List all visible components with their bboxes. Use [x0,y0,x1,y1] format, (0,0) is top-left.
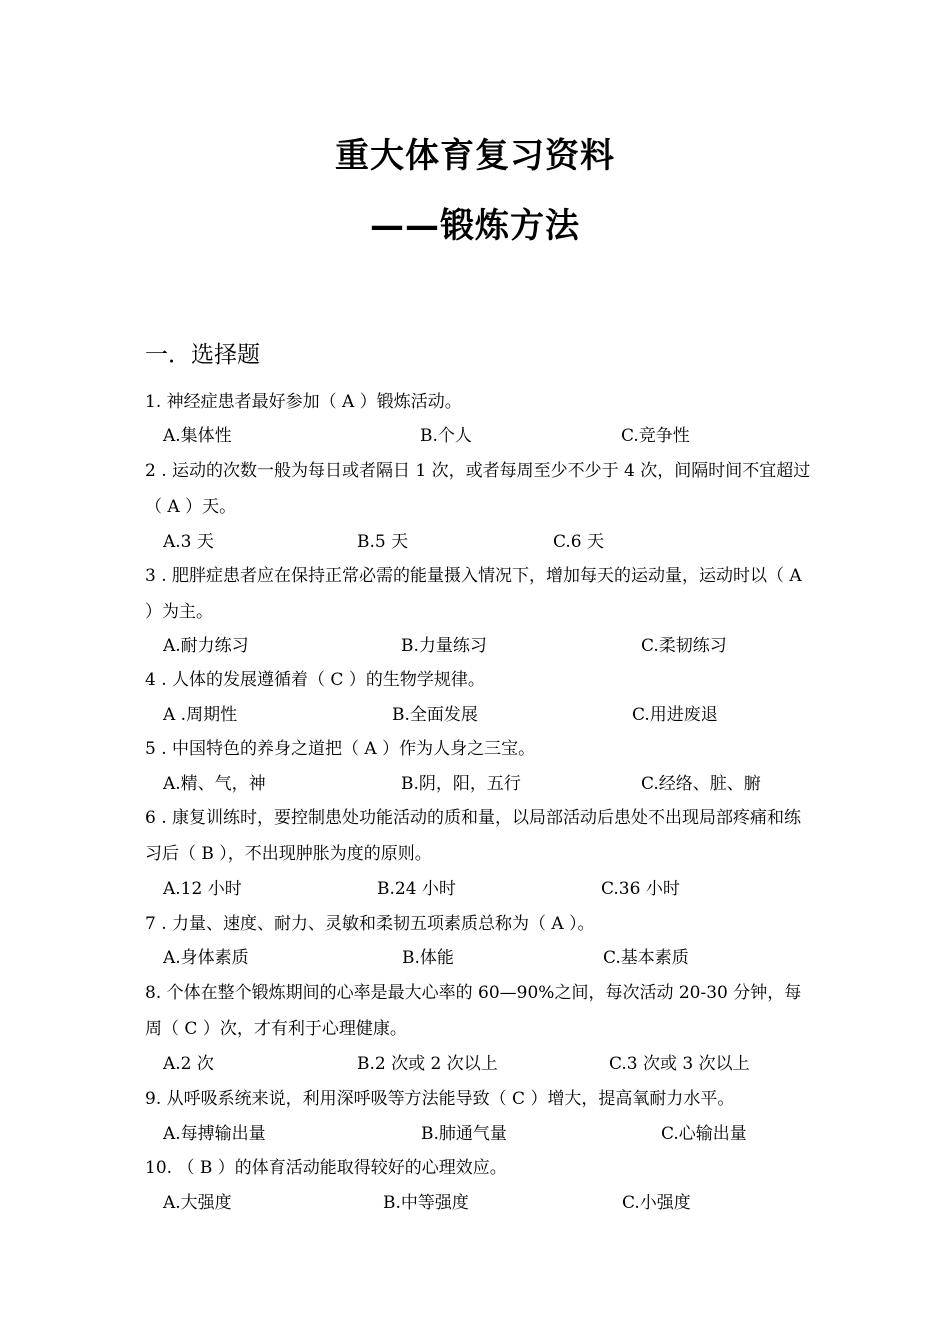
question-1: 1. 神经症患者最好参加（ A ）锻炼活动。 [145,392,462,412]
q5-option-b: B.阴，阳，五行 [401,774,521,794]
q1-option-c: C.竞争性 [621,426,690,446]
q7-option-a: A.身体素质 [163,948,249,968]
question-9: 9. 从呼吸系统来说，利用深呼吸等方法能导致（ C ）增大，提高氧耐力水平。 [145,1089,735,1109]
q8-option-a: A.2 次 [163,1054,214,1074]
q8-option-c: C.3 次或 3 次以上 [609,1054,750,1074]
q6-option-a: A.12 小时 [163,879,242,899]
q4-option-a: A .周期性 [163,705,238,725]
q5-option-c: C.经络、脏、腑 [641,774,761,794]
section-heading: 一．选择题 [145,342,260,368]
q7-option-c: C.基本素质 [603,948,689,968]
q4-option-c: C.用进废退 [632,705,718,725]
q2-option-a: A.3 天 [163,532,214,552]
document-subtitle: ——锻炼方法 [370,206,580,246]
q3-option-c: C.柔韧练习 [641,636,727,656]
question-6: 6 . 康复训练时，要控制患处功能活动的质和量，以局部活动后患处不出现局部疼痛和练习后（ B ），不出现肿胀为度的原则。 [145,808,802,864]
q9-option-c: C.心输出量 [661,1124,747,1144]
q1-option-b: B.个人 [420,426,472,446]
q8-option-b: B.2 次或 2 次以上 [357,1054,498,1074]
question-8: 8. 个体在整个锻炼期间的心率是最大心率的 60—90%之间，每次活动 20-30 分钟，每周（ C ）次，才有利于心理健康。 [145,983,802,1039]
q2-option-b: B.5 天 [357,532,409,552]
q6-option-c: C.36 小时 [601,879,680,899]
q10-option-a: A.大强度 [163,1193,232,1213]
q10-option-c: C.小强度 [622,1193,691,1213]
q7-option-b: B.体能 [402,948,454,968]
q4-option-b: B.全面发展 [392,705,478,725]
q10-option-b: B.中等强度 [383,1193,469,1213]
q2-option-c: C.6 天 [553,532,605,552]
q6-option-b: B.24 小时 [377,879,456,899]
q1-option-a: A.集体性 [163,426,232,446]
question-10: 10. （ B ）的体育活动能取得较好的心理效应。 [145,1158,507,1178]
question-2: 2 . 运动的次数一般为每日或者隔日 1 次，或者每周至少不少于 4 次，间隔时间不宜超过（ A ）天。 [145,461,811,517]
question-7: 7 . 力量、速度、耐力、灵敏和柔韧五项素质总称为（ A ）。 [145,914,595,934]
document-title: 重大体育复习资料 [335,136,615,176]
q9-option-a: A.每搏输出量 [163,1124,266,1144]
question-5: 5 . 中国特色的养身之道把（ A ）作为人身之三宝。 [145,739,536,759]
q9-option-b: B.肺通气量 [421,1124,507,1144]
question-3: 3 . 肥胖症患者应在保持正常必需的能量摄入情况下，增加每天的运动量，运动时以（ A ）为主。 [145,566,802,622]
q5-option-a: A.精、气，神 [163,774,266,794]
question-4: 4 . 人体的发展遵循着（ C ）的生物学规律。 [145,670,485,690]
q3-option-a: A.耐力练习 [163,636,249,656]
q3-option-b: B.力量练习 [401,636,487,656]
